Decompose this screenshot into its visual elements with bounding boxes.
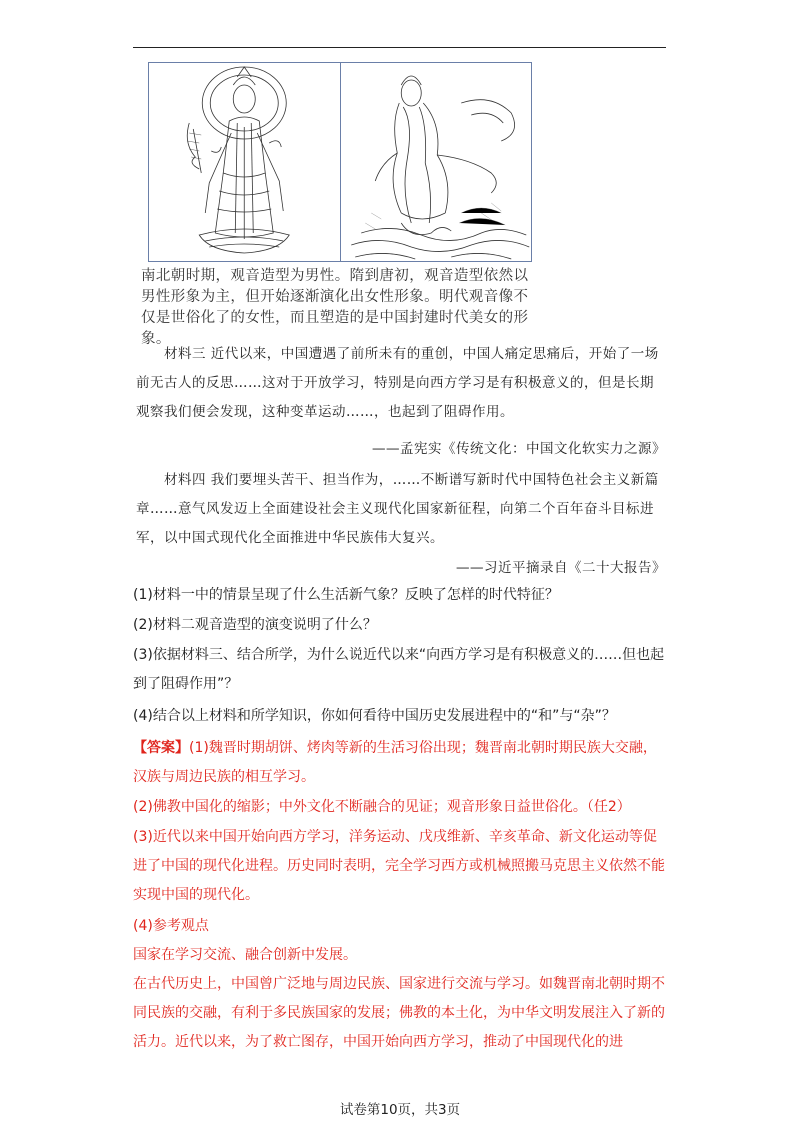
material-four-text: 材料四 我们要埋头苦干、担当作为，……不断谱写新时代中国特色社会主义新篇章……意气风发迈上全面建设社会主义现代化国家新征程，向第二个百年奋斗目标进军，以中国式现代化全面推进中华民族伟大复兴。	[136, 472, 659, 546]
answer-1-block	[133, 734, 668, 792]
female-guanyin-image	[340, 63, 532, 261]
question-2: (2)材料二观音造型的演变说明了什么？	[133, 617, 377, 633]
page-footer: 试卷第10页，共3页	[339, 1102, 461, 1118]
male-guanyin-drawing	[149, 63, 340, 261]
question-3: (3)依据材料三、结合所学，为什么说近代以来“向西方学习是有积极意义的……但也起到了阻碍作用”？	[133, 647, 665, 692]
question-4: (4)结合以上材料和所学知识，你如何看待中国历史发展进程中的“和”与“杂”？	[133, 708, 616, 724]
question-1: (1)材料一中的情景呈现了什么生活新气象？反映了怎样的时代特征？	[133, 587, 559, 603]
answer-4-view: 国家在学习交流、融合创新中发展。	[133, 947, 357, 963]
answer-4-body: 在古代历史上，中国曾广泛地与周边民族、国家进行交流与学习。如魏晋南北朝时期不同民族的交融，有利于多民族国家的发展；佛教的本土化，为中华文明发展注入了新的活力。近代以来，为了救亡图存，中国开始向西方学习，推动了中国现代化的进	[133, 976, 665, 1050]
answer-tag: 【答案】	[133, 740, 189, 756]
figure-caption: 南北朝时期，观音造型为男性。隋到唐初，观音造型依然以男性形象为主，但开始逐渐演化出女性形象。明代观音像不仅是世俗化了的女性，而且塑造的是中国封建时代美女的形象。	[141, 268, 529, 347]
answer-2: (2)佛教中国化的缩影；中外文化不断融合的见证；观音形象日益世俗化。（任2）	[133, 799, 631, 815]
material-four-source: ——习近平摘录自《二十大报告》	[456, 560, 666, 576]
answer-4-title: (4)参考观点	[133, 918, 209, 934]
header-rule	[133, 47, 666, 48]
answer-3: (3)近代以来中国开始向西方学习，洋务运动、戊戌维新、辛亥革命、新文化运动等促进了中国的现代化进程。历史同时表明，完全学习西方或机械照搬马克思主义依然不能实现中国的现代化。	[133, 829, 665, 903]
male-guanyin-image	[149, 63, 340, 261]
female-guanyin-drawing	[341, 63, 532, 261]
guanyin-figure-panel	[148, 62, 532, 262]
material-three-text: 材料三 近代以来，中国遭遇了前所未有的重创，中国人痛定思痛后，开始了一场前无古人的反思……这对于开放学习，特别是向西方学习是有积极意义的，但是长期观察我们便会发现，这种变革运动……，也起到了阻碍作用。	[136, 346, 659, 420]
answer-1: (1)魏晋时期胡饼、烤肉等新的生活习俗出现；魏晋南北朝时期民族大交融，汉族与周边民族的相互学习。	[133, 740, 657, 785]
material-three-source: ——孟宪实《传统文化：中国文化软实力之源》	[372, 441, 666, 457]
